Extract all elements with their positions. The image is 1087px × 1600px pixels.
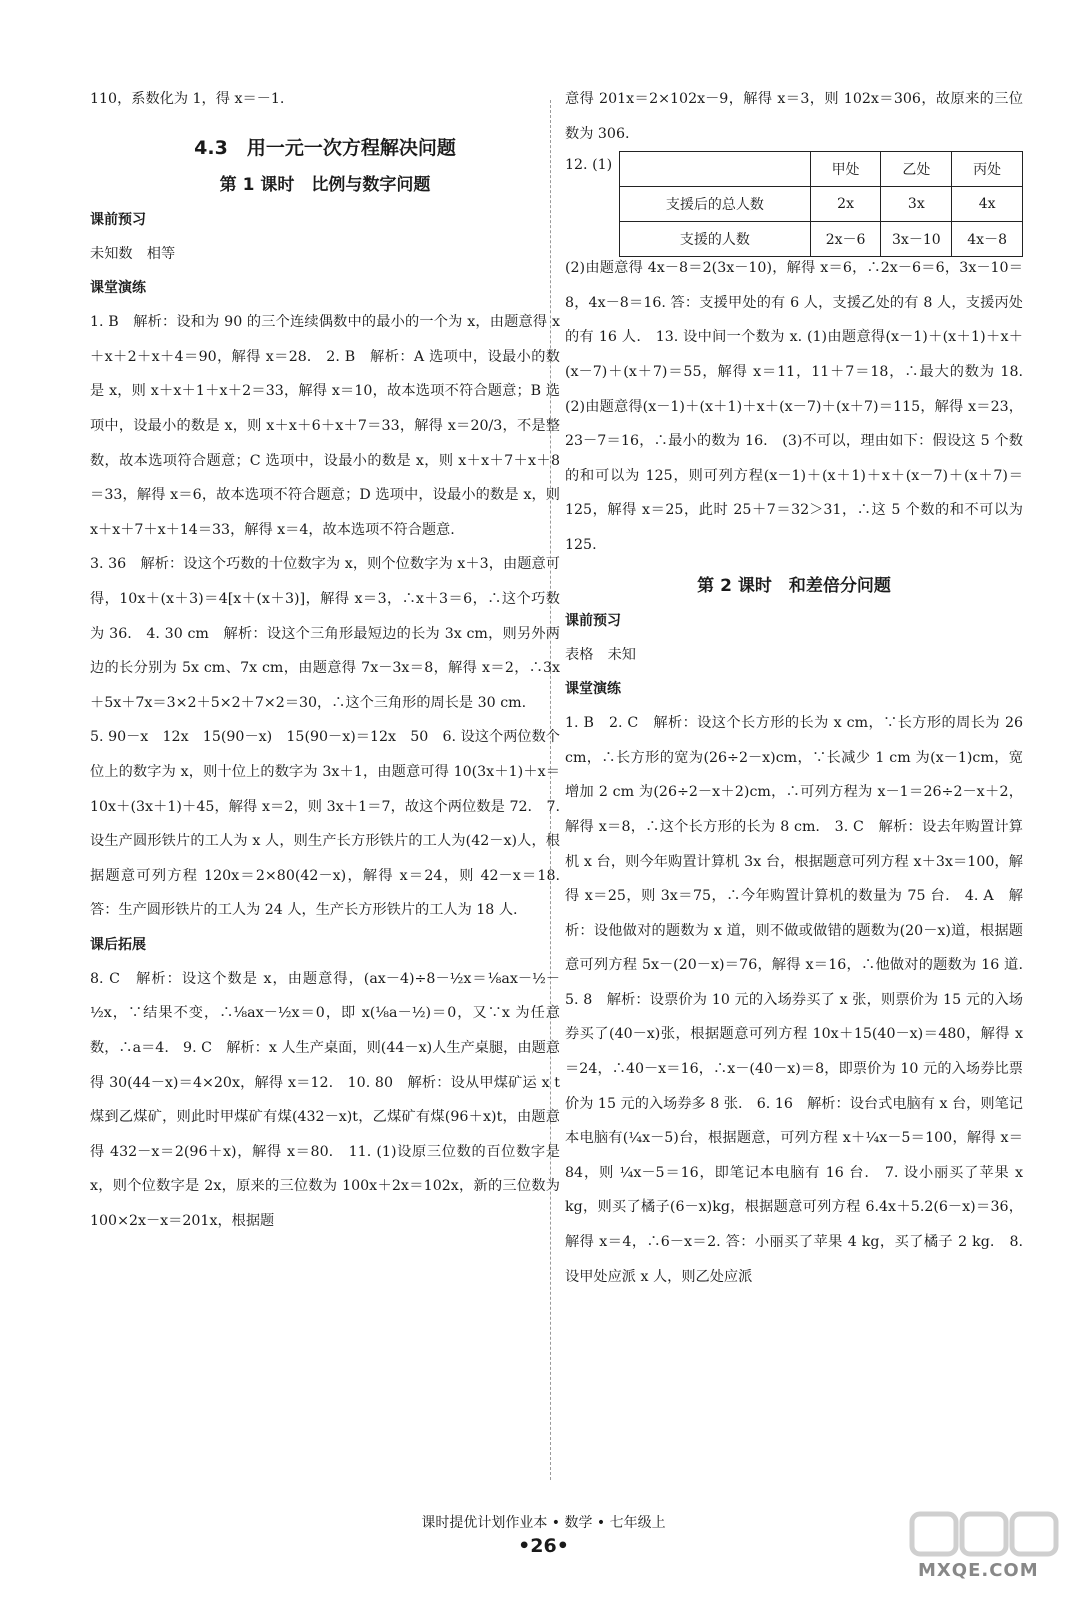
table-cell: 3x	[881, 187, 952, 222]
after-class-label: 课后拓展	[90, 936, 146, 953]
pre-study-label: 课前预习	[565, 612, 621, 629]
lesson-title: 第 2 课时 和差倍分问题	[697, 575, 891, 596]
table-cell: 丙处	[952, 152, 1023, 187]
table-cell	[620, 152, 811, 187]
table-cell: 4x－8	[952, 222, 1023, 257]
answer-paragraph: 意得 201x＝2×102x－9，解得 x＝3，则 102x＝306，故原来的三位数为 306.	[565, 91, 1023, 142]
table-cell: 甲处	[810, 152, 881, 187]
q12-label: 12. (1)	[565, 157, 613, 174]
q12-table-block	[565, 151, 1023, 251]
table-cell: 支援后的总人数	[620, 187, 811, 222]
q12-table	[619, 151, 1023, 257]
pre-study-label: 课前预习	[90, 211, 146, 228]
table-cell: 2x	[810, 187, 881, 222]
answer-paragraph: 5. 90－x 12x 15(90－x) 15(90－x)＝12x 50 6. 设这个两位数个位上的数字为 x，则十位上的数字为 3x＋1，由题意可得 10(3x＋1)＋x＝10x＋(3x＋1)＋45，解得 x＝2，则 3x＋1＝7，故这个两位数是 72. 7. 设生产圆形铁片的工人为 x 人，则生产长方形铁片的工人为(42－x)人，根据题意可列方程 120x＝2×80(42－x)，解得 x＝24，则 42－x＝18. 答：生产圆形铁片的工人为 24 人，生产长方形铁片的工人为 18 人.	[90, 729, 560, 919]
table-cell: 3x－10	[881, 222, 952, 257]
answer-paragraph: 8. C 解析：设这个数是 x，由题意得，(ax－4)÷8－½x＝⅛ax－½－½x，∵结果不变，∴⅛ax－½x＝0，即 x(⅛a－½)＝0，又∵x 为任意数，∴a＝4. 9. C 解析：x 人生产桌面，则(44－x)人生产桌腿，由题意得 30(44－x)＝4×20x，解得 x＝12. 10. 80 解析：设从甲煤矿运 x t 煤到乙煤矿，则此时甲煤矿有煤(432－x)t，乙煤矿有煤(96＋x)t，由题意得 432－x＝2(96＋x)，解得 x＝80. 11. (1)设原三位数的百位数字是 x，则个位数字是 2x，原来的三位数为 100x＋2x＝102x，新的三位数为 100×2x－x＝201x，根据题	[90, 970, 560, 1230]
answer-paragraph: 1. B 2. C 解析：设这个长方形的长为 x cm，∵长方形的周长为 26 cm，∴长方形的宽为(26÷2－x)cm，∵长减少 1 cm 为(x－1)cm，宽增加 2 cm 为(26÷2－x＋2)cm，∴可列方程为 x－1＝26÷2－x＋2，解得 x＝8，∴这个长方形的长为 8 cm. 3. C 解析：设去年购置计算机 x 台，则今年购置计算机 3x 台，根据题意可列方程 x＋3x＝100，解得 x＝25，则 3x＝75，∴今年购置计算机的数量为 75 台. 4. A 解析：设他做对的题数为 x 道，则不做或做错的题数为(20－x)道，根据题意可列方程 5x－(20－x)＝76，解得 x＝16，∴他做对的题数为 16 道. 5. 8 解析：设票价为 10 元的入场券买了 x 张，则票价为 15 元的入场券买了(40－x)张，根据题意可列方程 10x＋15(40－x)＝480，解得 x＝24，∴40－x＝16，∴x－(40－x)＝8，即票价为 10 元的入场券比票价为 15 元的入场券多 8 张. 6. 16 解析：设台式电脑有 x 台，则笔记本电脑有(¼x－5)台，根据题意，可列方程 x＋¼x－5＝100，解得 x＝84，则 ¼x－5＝16，即笔记本电脑有 16 台. 7. 设小丽买了苹果 x kg，则买了橘子(6－x)kg，根据题意可列方程 6.4x＋5.2(6－x)＝36，解得 x＝4，∴6－x＝2. 答：小丽买了苹果 4 kg，买了橘子 2 kg. 8. 设甲处应派 x 人，则乙处应派	[565, 715, 1038, 1285]
book-footer: 课时提优计划作业本 • 数学 • 七年级上	[421, 1515, 666, 1531]
pre-study-answer: 表格 未知	[565, 646, 636, 663]
answer-paragraph: 110，系数化为 1，得 x＝－1.	[90, 91, 285, 107]
table-cell: 4x	[952, 187, 1023, 222]
pre-study-answer: 未知数 相等	[90, 245, 176, 262]
table-row	[620, 187, 1023, 222]
answer-paragraph: (2)由题意得 4x－8＝2(3x－10)，解得 x＝6，∴2x－6＝6，3x－10＝8，4x－8＝16. 答：支援甲处的有 6 人，支援乙处的有 8 人，支援丙处的有 16 人. 13. 设中间一个数为 x. (1)由题意得(x－1)＋(x＋1)＋x＋(x－7)＋(x＋7)＝55，解得 x＝11，11＋7＝18，∴最大的数为 18. (2)由题意得(x－1)＋(x＋1)＋x＋(x－7)＋(x＋7)＝115，解得 x＝23，23－7＝16，∴最小的数为 16. (3)不可以，理由如下：假设这 5 个数的和可以为 125，则可列方程(x－1)＋(x＋1)＋x＋(x－7)＋(x＋7)＝125，解得 x＝25，此时 25＋7＝32＞31，∴这 5 个数的和不可以为 125.	[565, 260, 1038, 553]
answer-paragraph: 1. B 解析：设和为 90 的三个连续偶数中的最小的一个为 x，由题意得 x＋x＋2＋x＋4＝90，解得 x＝28. 2. B 解析：A 选项中，设最小的数是 x，则 x＋x＋1＋x＋2＝33，解得 x＝10，故本选项不符合题意；B 选项中，设最小的数是 x，则 x＋x＋6＋x＋7＝33，解得 x＝20/3，不是整数，故本选项符合题意；C 选项中，设最小的数是 x，则 x＋x＋7＋x＋8＝33，解得 x＝6，故本选项不符合题意；D 选项中，设最小的数是 x，则 x＋x＋7＋x＋14＝33，解得 x＝4，故本选项不符合题意.	[90, 314, 560, 538]
classroom-practice-label: 课堂演练	[565, 681, 621, 698]
table-header-row	[620, 152, 1023, 187]
lesson-title: 第 1 课时 比例与数字问题	[219, 174, 431, 195]
table-cell: 支援的人数	[620, 222, 811, 257]
left-column	[90, 82, 560, 1239]
answer-paragraph: 3. 36 解析：设这个巧数的十位数字为 x，则个位数字为 x＋3，由题意可得，10x＋(x＋3)＝4[x＋(x＋3)]，解得 x＝3，∴x＋3＝6，∴这个巧数为 36. 4. 30 cm 解析：设这个三角形最短边的长为 3x cm，则另外两边的长分别为 5x cm、7x cm，由题意得 7x－3x＝8，解得 x＝2，∴3x＋5x＋7x＝3×2＋5×2＋7×2＝30，∴这个三角形的周长是 30 cm.	[90, 556, 560, 711]
right-column	[565, 82, 1038, 1294]
page-number: •26•	[518, 1535, 569, 1557]
table-cell: 乙处	[881, 152, 952, 187]
watermark-text: MXQE.COM	[918, 1560, 1039, 1581]
table-row	[620, 222, 1023, 257]
section-title: 4.3 用一元一次方程解决问题	[194, 136, 456, 159]
classroom-practice-label: 课堂演练	[90, 280, 146, 297]
table-cell: 2x－6	[810, 222, 881, 257]
